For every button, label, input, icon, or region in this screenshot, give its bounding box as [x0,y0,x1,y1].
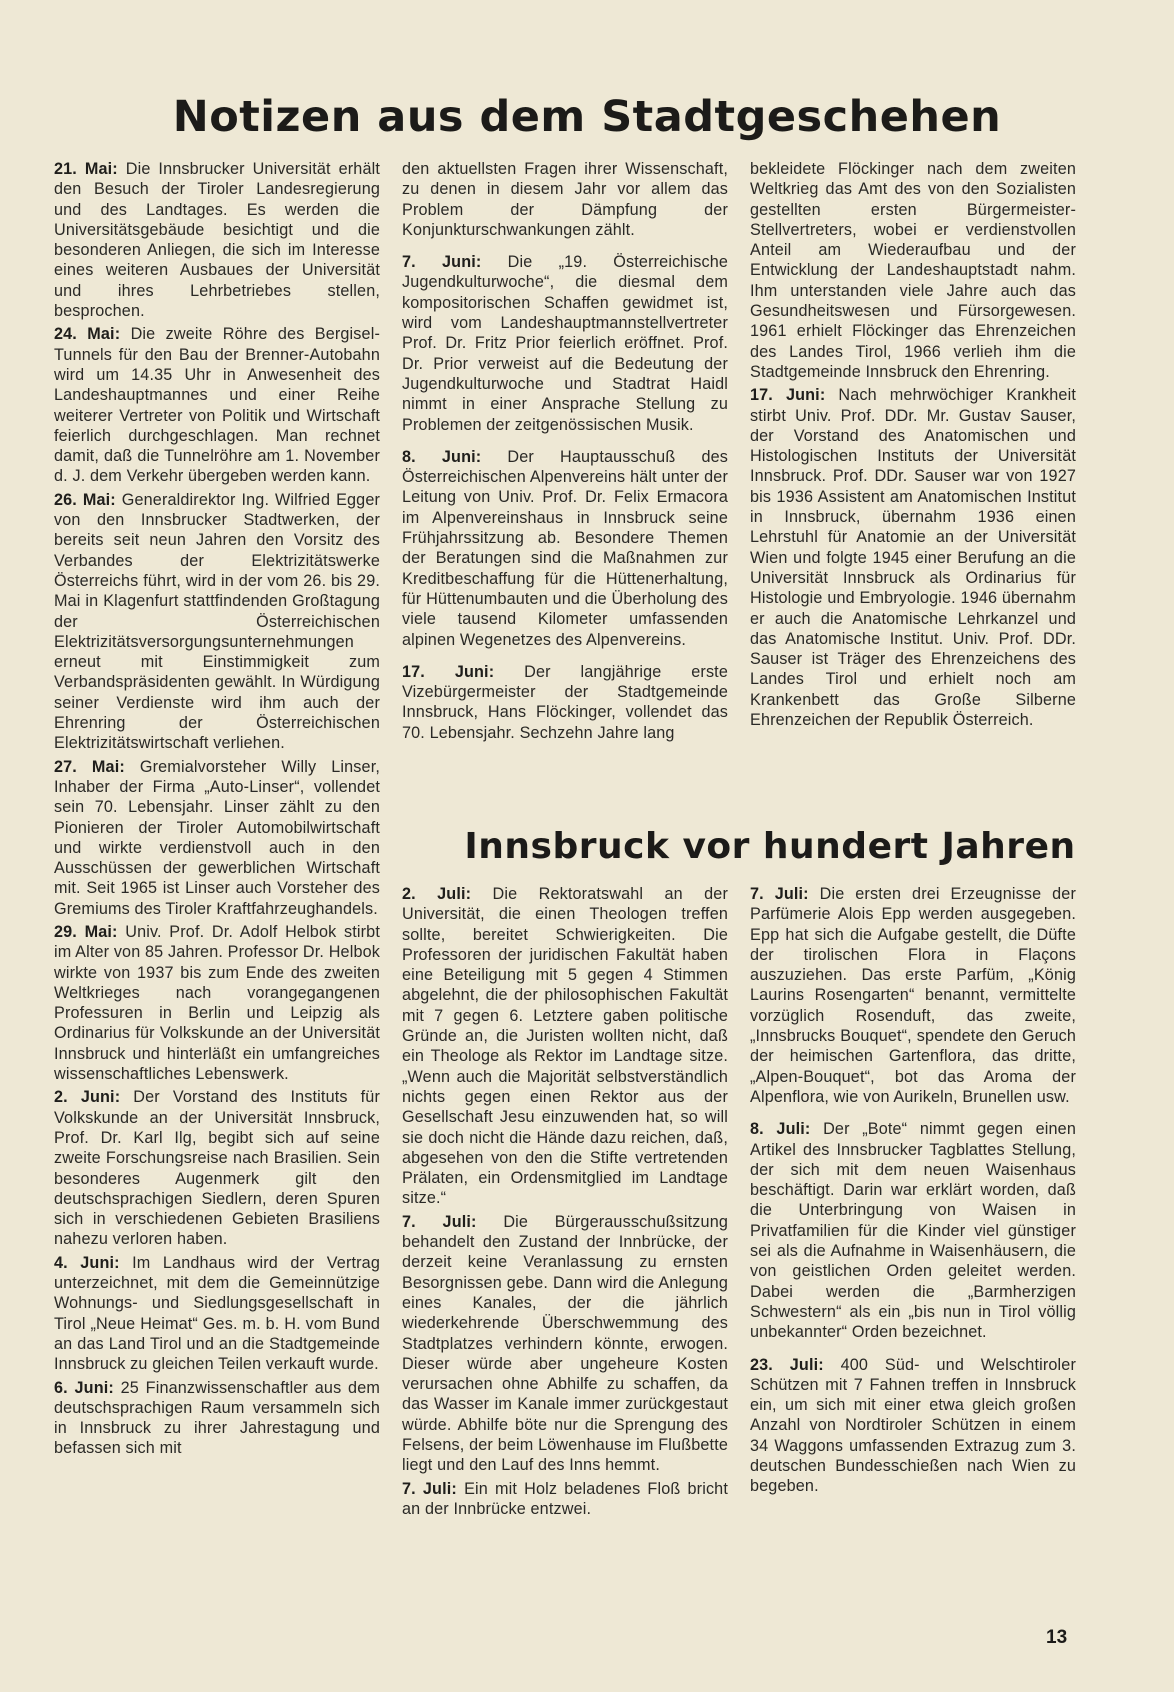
entry-text: Nach mehrwöchiger Krankheit stirbt Univ. Prof. DDr. Mr. Gustav Sauser, der Vorstand des Anatomischen und Histologischen Instituts der Universität Innsbruck. Prof. DDr. Sauser war von 1927 bis 1936 Assistent am Anatomischen Institut in Innsbruck, übernahm 1936 einen Lehrstuhl für Anatomie an der Universität Wien und folgte 1945 einer Berufung an die Universität Innsbruck als Ordinarius für Histologie und Embryologie. 1946 übernahm er auch die Anatomische Lehrkanzel und das Anatomische Institut. Univ. Prof. DDr. Sauser ist Träger des Ehrenzeichens des Landes Tirol und erhielt noch am Krankenbett das Große Silberne Ehrenzeichen der Republik Österreich. [750,386,1076,730]
column-2 [402,159,728,746]
news-entry [402,1212,728,1476]
entry-date: 2. Juni: [54,1088,121,1107]
page-number: 13 [1046,1627,1068,1648]
entry-text: Univ. Prof. Dr. Adolf Helbok stirbt im Alter von 85 Jahren. Professor Dr. Helbok wirkte von 1937 bis zum Ende des zweiten Weltkrieges nach vorangegangenen Professuren in Berlin und Leipzig als Ordinarius für Volkskunde an der Universität Innsbruck und hinterläßt ein umfangreiches wissenschaftliches Lebenswerk. [54,922,380,1084]
entry-text: 25 Finanzwissenschaftler aus dem deutschsprachigen Raum versammeln sich in Innsbruck zu ihrer Jahrestagung und befassen sich mit [54,1378,380,1458]
news-entry [402,447,728,650]
news-entry [402,1479,728,1520]
entry-date: 27. Mai: [54,757,125,776]
news-entry [750,1119,1076,1342]
entry-date: 4. Juni: [54,1253,120,1272]
entry-date: 6. Juni: [54,1378,114,1397]
entry-date: 2. Juli: [402,885,472,903]
news-entry [402,159,728,240]
entry-text: Die „19. Österreichische Jugendkulturwoche“, die diesmal dem kompositorischen Schaffen gewidmet ist, wird vom Landeshauptmannstellvertreter Prof. Dr. Fritz Prior feierlich eröffnet. Prof. Dr. Prior verweist auf die Bedeutung der Jugendkulturwoche und Stadtrat Haidl nimmt in einer Ansprache Stellung zu Problemen der zeitgenössischen Musik. [402,253,729,434]
entry-text: bekleidete Flöckinger nach dem zweiten Weltkrieg das Amt des von den Sozialisten gestellten ersten Bürgermeister-Stellvertreters, wobei er verdienstvollen Anteil am Wiederaufbau und der Entwicklung der Landeshauptstadt nahm. Ihm unterstanden viele Jahre auch das Gesundheitswesen und Fürsorgewesen. 1961 erhielt Flöckinger das Ehrenzeichen des Landes Tirol, 1966 verlieh ihm die Stadtgemeinde Innsbruck den Ehrenring. [750,160,1076,381]
entry-date: 8. Juni: [402,447,482,466]
entry-text: Die Innsbrucker Universität erhält den Besuch der Tiroler Landesregierung und des Landtages. Es werden die Universitätsgebäude besichtigt und die besonderen Anliegen, die sich im Interesse eines weiteren Ausbaues der Universität und ihres Lehrbetriebes stellen, besprochen. [54,160,380,321]
news-entry [54,1253,380,1375]
entry-text: Im Landhaus wird der Vertrag unterzeichnet, mit dem die Gemeinnützige Wohnungs- und Siedlungsgesellschaft in Tirol „Neue Heimat“ Ges. m. b. H. vom Bund an das Land Tirol und an die Stadtgemeinde Innsbruck zu gleichen Teilen verkauft wurde. [54,1253,380,1374]
entry-text: Ein mit Holz beladenes Floß bricht an der Innbrücke entzwei. [402,1479,728,1518]
news-entry [750,385,1076,730]
entry-text: Gremialvorsteher Willy Linser, Inhaber der Firma „Auto-Linser“, vollendet sein 70. Lebensjahr. Linser zählt zu den Pionieren der Tiroler Automobilwirtschaft und wirkte verdienstvoll auch in den Ausschüssen der gewerblichen Wirtschaft mit. Seit 1965 ist Linser auch Vorsteher des Gremiums des Tiroler Kraftfahrzeughandels. [54,757,380,918]
entry-date: 8. Juli: [750,1120,811,1139]
entry-date: 7. Juli: [750,885,809,903]
column-4 [402,884,728,1522]
news-entry [54,757,380,919]
news-entry [402,252,728,435]
news-entry [750,1355,1076,1497]
section-title-vor-hundert-jahren: Innsbruck vor hundert Jahren [464,826,1076,867]
column-3 [750,159,1076,733]
entry-date: 17. Juni: [402,662,495,681]
news-entry [54,1087,380,1249]
entry-date: 7. Juni: [402,253,482,272]
column-5 [750,884,1076,1500]
entry-text: 400 Süd- und Welschtiroler Schützen mit 7 Fahnen treffen in Innsbruck ein, um sich mit einer etwa gleich großen Anzahl von Nordtiroler Schützen in einem 34 Waggons umfassenden Extrazug zum 3. deutschen Bundesschießen nach Wien zu begeben. [750,1355,1076,1496]
entry-date: 26. Mai: [54,490,116,509]
news-entry [54,490,380,754]
news-entry [54,922,380,1084]
news-entry [750,884,1076,1107]
news-entry [402,884,728,1209]
news-entry [54,324,380,486]
news-entry [54,159,380,321]
entry-text: Generaldirektor Ing. Wilfried Egger von den Innsbrucker Stadtwerken, der bereits seit neun Jahren den Vorsitz des Verbandes der Elektrizitätswerke Österreichs führt, wird in der vom 26. bis 29. Mai in Klagenfurt stattfindenden Großtagung der Österreichischen Elektrizitätsversorgungsunternehmungen erneut mit Einstimmigkeit zum Verbandspräsidenten gewählt. In Würdigung seiner Verdienste wird ihm auch der Ehrenring der Österreichischen Elektrizitätswirtschaft verliehen. [54,490,381,753]
entry-text: Der Hauptausschuß des Österreichischen Alpenvereins hält unter der Leitung von Univ. Prof. Dr. Felix Ermacora im Alpenvereinshaus in Innsbruck seine Frühjahrssitzung ab. Besondere Themen der Beratungen sind die Maßnahmen zur Kreditbeschaffung für die Hüttenerhaltung, für Hüttenumbauten und die Überholung des viele tausend Kilometer umfassenden alpinen Wegenetzes des Alpenvereins. [402,447,728,649]
column-1 [54,159,380,1462]
entry-text: Die ersten drei Erzeugnisse der Parfümerie Alois Epp werden ausgegeben. Epp hat sich die Aufgabe gestellt, die Düfte der tirolischen Flora in Flaçons auszuziehen. Das erste Parfüm, „König Laurins Rosengarten“ benannt, vermittelte vorzüglich Rosenduft, das zweite, „Innsbrucks Bouquet“, spendete den Geruch der heimischen Gartenflora, das dritte, „Alpen-Bouquet“, bot das Aroma der Alpenflora, wie von Aurikeln, Brunellen usw. [750,885,1076,1106]
entry-date: 21. Mai: [54,160,118,178]
entry-date: 7. Juli: [402,1479,457,1498]
entry-text: Der Vorstand des Instituts für Volkskunde an der Universität Innsbruck, Prof. Dr. Karl Ilg, begibt sich auf seine zweite Forschungsreise nach Brasilien. Sein besonderes Augenmerk gilt den deutschsprachigen Siedlern, deren Spuren sich in verschiedenen Gebieten Brasiliens nahezu verloren haben. [54,1088,380,1249]
news-entry [750,159,1076,382]
entry-date: 23. Juli: [750,1355,824,1374]
news-entry [402,662,728,743]
entry-text: Die Bürgerausschußsitzung behandelt den Zustand der Innbrücke, der derzeit keine Veranlassung zu ernsten Besorgnissen gebe. Dann wird die Anlegung eines Kanales, der die jährlich wiederkehrende Überschwemmung des Stadtplatzes verhindern könnte, erwogen. Dieser würde aber ungeheure Kosten verursachen ohne Abhilfe zu schaffen, da das Wasser im Kanale immer zurückgestaut würde. Abhilfe böte nur die Sprengung des Felsens, der beim Löwenhause im Flußbette liegt und den Lauf des Inns hemmt. [402,1212,728,1475]
entry-text: den aktuellsten Fragen ihrer Wissenschaft, zu denen in diesem Jahr vor allem das Problem der Dämpfung der Konjunkturschwankungen zählt. [402,160,728,239]
entry-text: Die Rektoratswahl an der Universität, die einen Theologen treffen sollte, bereitet Schwierigkeiten. Die Professoren der juridischen Fakultät haben eine Beteiligung mit 5 gegen 4 Stimmen abgelehnt, die der philosophischen Fakultät mit 7 gegen 6. Letztere gaben politische Gründe an, die Juristen wollten nicht, daß ein Theologe als Rektor im Landtage sitze. „Wenn auch die Majorität selbstverständlich nichts gegen einen Rektor aus der Gesellschaft Jesu einzuwenden hat, so will sie doch nicht die Hände dazu reichen, daß, abgesehen von den die Stifte vertretenden Prälaten, ein Ordensmitglied im Landtage sitze.“ [402,885,728,1208]
entry-text: Der langjährige erste Vizebürgermeister der Stadtgemeinde Innsbruck, Hans Flöckinger, vollendet das 70. Lebensjahr. Sechzehn Jahre lang [402,662,728,742]
entry-date: 24. Mai: [54,325,121,344]
entry-date: 17. Juni: [750,386,826,405]
entry-text: Die zweite Röhre des Bergisel-Tunnels für den Bau der Brenner-Autobahn wird um 14.35 Uhr in Anwesenheit des Landeshauptmannes und einer Reihe weiterer Vertreter von Politik und Wirtschaft feierlich durchgeschlagen. Man rechnet damit, daß die Tunnelröhre am 1. November d. J. dem Verkehr übergeben werden kann. [54,325,380,486]
news-entry [54,1378,380,1459]
entry-date: 7. Juli: [402,1212,477,1231]
entry-date: 29. Mai: [54,922,118,941]
section-title-notizen: Notizen aus dem Stadtgeschehen [172,92,1002,142]
entry-text: Der „Bote“ nimmt gegen einen Artikel des Innsbrucker Tagblattes Stellung, der sich mit dem neuen Waisenhaus beschäftigt. Darin war erklärt worden, daß die Unterbringung von Waisen in Privatfamilien für die Kinder viel günstiger sei als die Aufnahme in Waisenhäusern, die von geistlichen Orden geleitet werden. Dabei werden die „Barmherzigen Schwestern“ als ein „bis nun in Tirol völlig unbekannter“ Orden bezeichnet. [750,1120,1076,1342]
